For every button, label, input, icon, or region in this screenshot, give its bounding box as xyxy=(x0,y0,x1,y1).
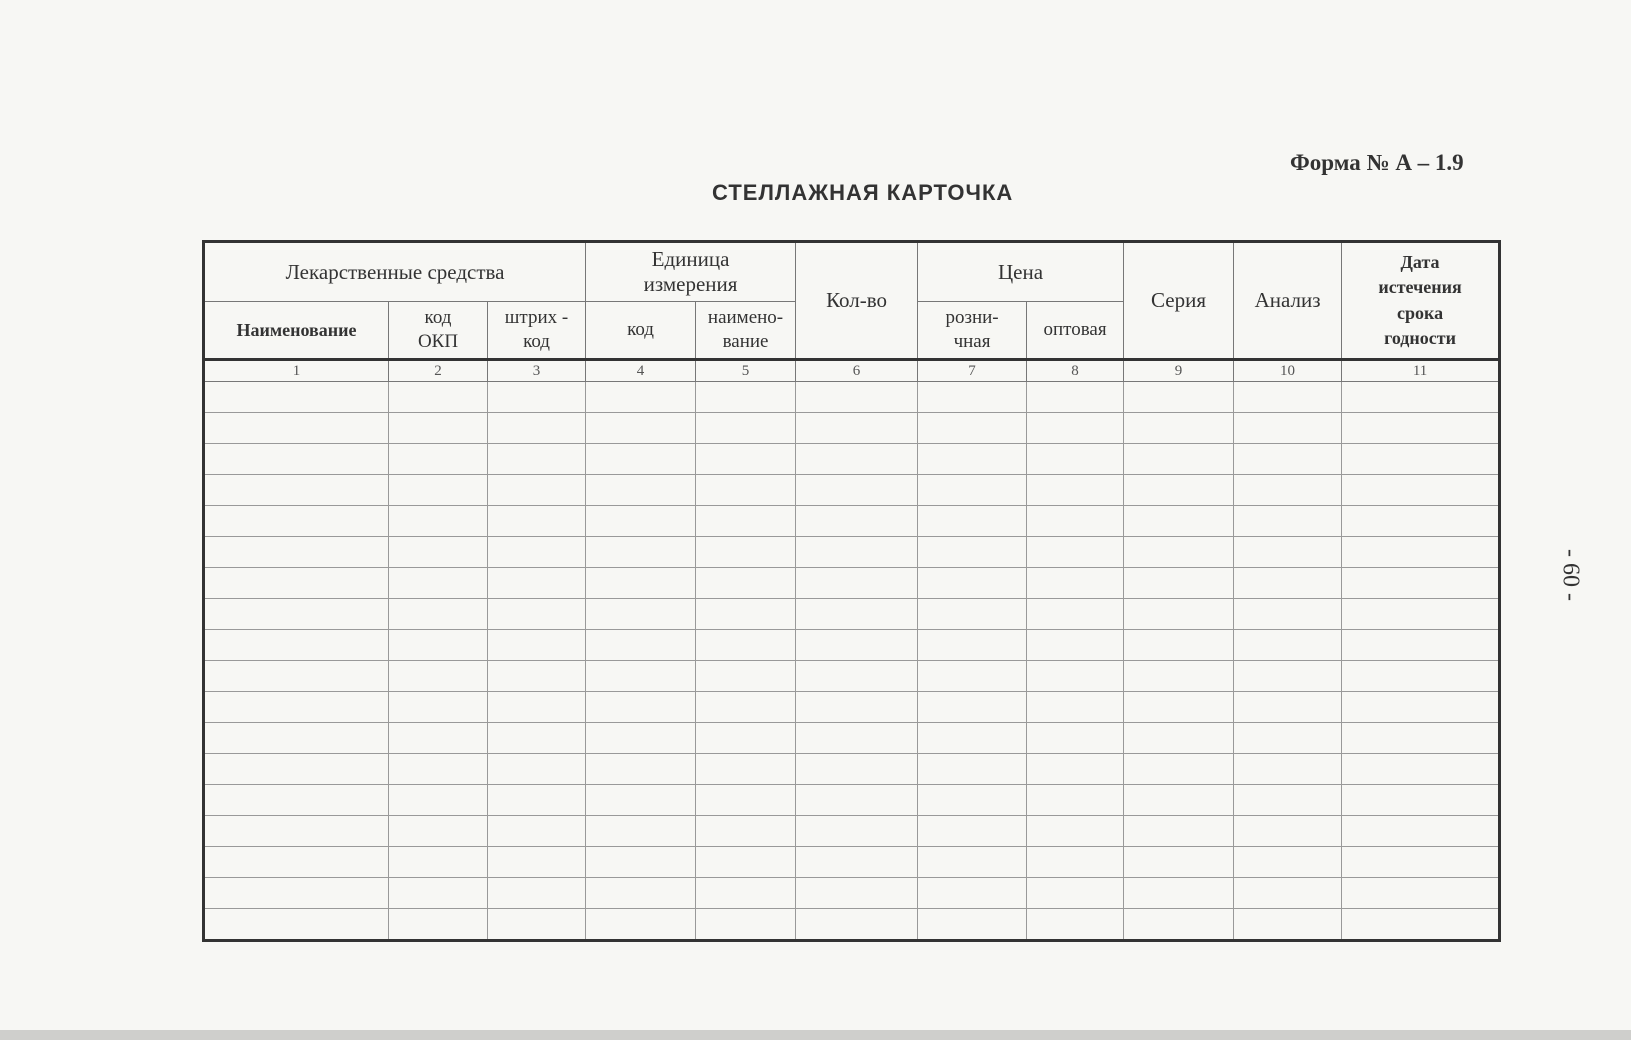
series-header: Серия xyxy=(1124,242,1234,360)
empty-cell xyxy=(1027,661,1124,692)
empty-cell xyxy=(389,754,488,785)
empty-cell xyxy=(204,847,389,878)
empty-cell xyxy=(586,599,696,630)
empty-cell xyxy=(204,723,389,754)
empty-cell xyxy=(389,661,488,692)
empty-cell xyxy=(488,692,586,723)
empty-entry-row xyxy=(204,630,1500,661)
empty-cell xyxy=(1234,599,1342,630)
empty-cell xyxy=(389,847,488,878)
empty-cell xyxy=(1027,847,1124,878)
empty-cell xyxy=(389,537,488,568)
empty-entry-row xyxy=(204,444,1500,475)
empty-cell xyxy=(488,475,586,506)
empty-cell xyxy=(389,816,488,847)
empty-cell xyxy=(488,661,586,692)
empty-cell xyxy=(796,568,918,599)
empty-cell xyxy=(1124,785,1234,816)
empty-cell xyxy=(204,599,389,630)
barcode-header: штрих - код xyxy=(488,302,586,360)
empty-cell xyxy=(389,506,488,537)
empty-entry-row xyxy=(204,816,1500,847)
empty-cell xyxy=(796,599,918,630)
empty-cell xyxy=(586,816,696,847)
empty-cell xyxy=(204,785,389,816)
empty-cell xyxy=(696,444,796,475)
empty-cell xyxy=(1027,506,1124,537)
empty-cell xyxy=(796,506,918,537)
empty-cell xyxy=(586,878,696,909)
empty-cell xyxy=(1027,723,1124,754)
empty-cell xyxy=(586,723,696,754)
empty-entry-row xyxy=(204,878,1500,909)
column-number: 8 xyxy=(1027,360,1124,382)
empty-cell xyxy=(586,537,696,568)
empty-cell xyxy=(796,661,918,692)
empty-cell xyxy=(1342,382,1500,413)
empty-cell xyxy=(1342,723,1500,754)
empty-cell xyxy=(1342,630,1500,661)
column-number: 10 xyxy=(1234,360,1342,382)
empty-cell xyxy=(1342,816,1500,847)
empty-cell xyxy=(1027,475,1124,506)
empty-cell xyxy=(488,909,586,941)
empty-cell xyxy=(389,692,488,723)
empty-cell xyxy=(586,444,696,475)
empty-cell xyxy=(1342,754,1500,785)
empty-cell xyxy=(1342,847,1500,878)
empty-cell xyxy=(918,382,1027,413)
empty-cell xyxy=(1124,413,1234,444)
empty-cell xyxy=(1027,630,1124,661)
empty-cell xyxy=(1342,444,1500,475)
column-number: 5 xyxy=(696,360,796,382)
empty-cell xyxy=(918,537,1027,568)
unit-group-header: Единица измерения xyxy=(586,242,796,302)
empty-cell xyxy=(918,568,1027,599)
empty-cell xyxy=(918,909,1027,941)
empty-cell xyxy=(488,537,586,568)
empty-cell xyxy=(586,413,696,444)
empty-cell xyxy=(1234,475,1342,506)
empty-cell xyxy=(1124,754,1234,785)
analysis-header: Анализ xyxy=(1234,242,1342,360)
empty-cell xyxy=(204,568,389,599)
empty-cell xyxy=(1124,506,1234,537)
empty-cell xyxy=(796,785,918,816)
empty-cell xyxy=(1124,382,1234,413)
empty-cell xyxy=(1234,878,1342,909)
empty-cell xyxy=(1124,692,1234,723)
empty-cell xyxy=(1027,785,1124,816)
empty-cell xyxy=(918,847,1027,878)
empty-cell xyxy=(1234,568,1342,599)
empty-cell xyxy=(796,723,918,754)
empty-cell xyxy=(488,444,586,475)
empty-cell xyxy=(1027,816,1124,847)
empty-cell xyxy=(389,909,488,941)
empty-entry-row xyxy=(204,599,1500,630)
empty-cell xyxy=(796,847,918,878)
empty-cell xyxy=(1234,785,1342,816)
empty-cell xyxy=(1124,630,1234,661)
empty-cell xyxy=(586,847,696,878)
empty-cell xyxy=(918,785,1027,816)
empty-cell xyxy=(696,506,796,537)
empty-cell xyxy=(1234,661,1342,692)
empty-cell xyxy=(488,599,586,630)
empty-cell xyxy=(1342,599,1500,630)
empty-cell xyxy=(488,568,586,599)
column-number: 2 xyxy=(389,360,488,382)
empty-cell xyxy=(1234,816,1342,847)
empty-entry-row xyxy=(204,723,1500,754)
empty-cell xyxy=(1124,723,1234,754)
empty-cell xyxy=(586,382,696,413)
expiry-date-header: Дата истечения срока годности xyxy=(1342,242,1500,360)
empty-cell xyxy=(1234,754,1342,785)
empty-cell xyxy=(918,723,1027,754)
empty-cell xyxy=(488,785,586,816)
empty-cell xyxy=(796,475,918,506)
empty-cell xyxy=(696,909,796,941)
empty-cell xyxy=(389,599,488,630)
empty-cell xyxy=(586,506,696,537)
empty-cell xyxy=(918,816,1027,847)
empty-cell xyxy=(1234,506,1342,537)
empty-cell xyxy=(696,537,796,568)
empty-cell xyxy=(586,692,696,723)
column-number: 3 xyxy=(488,360,586,382)
empty-entry-row xyxy=(204,909,1500,941)
empty-cell xyxy=(204,816,389,847)
empty-cell xyxy=(389,723,488,754)
empty-entry-row xyxy=(204,382,1500,413)
empty-cell xyxy=(696,661,796,692)
empty-cell xyxy=(488,878,586,909)
column-number: 4 xyxy=(586,360,696,382)
empty-cell xyxy=(1027,568,1124,599)
empty-cell xyxy=(586,909,696,941)
empty-cell xyxy=(488,847,586,878)
empty-cell xyxy=(1027,692,1124,723)
column-number: 7 xyxy=(918,360,1027,382)
empty-cell xyxy=(488,506,586,537)
empty-cell xyxy=(389,630,488,661)
empty-cell xyxy=(204,878,389,909)
column-number: 6 xyxy=(796,360,918,382)
empty-cell xyxy=(696,723,796,754)
empty-cell xyxy=(796,816,918,847)
empty-cell xyxy=(1124,444,1234,475)
empty-cell xyxy=(488,630,586,661)
empty-cell xyxy=(696,568,796,599)
empty-entry-row xyxy=(204,847,1500,878)
empty-cell xyxy=(389,382,488,413)
empty-cell xyxy=(586,568,696,599)
empty-entry-row xyxy=(204,692,1500,723)
empty-cell xyxy=(1234,692,1342,723)
empty-entry-row xyxy=(204,568,1500,599)
empty-cell xyxy=(204,475,389,506)
empty-cell xyxy=(918,661,1027,692)
page-bottom-edge xyxy=(0,1030,1631,1040)
empty-cell xyxy=(1124,661,1234,692)
empty-cell xyxy=(796,413,918,444)
empty-cell xyxy=(696,847,796,878)
empty-cell xyxy=(1342,413,1500,444)
empty-cell xyxy=(1234,382,1342,413)
empty-cell xyxy=(696,785,796,816)
empty-cell xyxy=(696,413,796,444)
empty-cell xyxy=(1124,537,1234,568)
empty-cell xyxy=(586,630,696,661)
empty-cell xyxy=(389,444,488,475)
empty-cell xyxy=(204,630,389,661)
empty-cell xyxy=(1342,878,1500,909)
empty-cell xyxy=(488,382,586,413)
okp-code-header: код ОКП xyxy=(389,302,488,360)
empty-cell xyxy=(204,382,389,413)
empty-cell xyxy=(1234,723,1342,754)
empty-cell xyxy=(1124,568,1234,599)
empty-cell xyxy=(1124,475,1234,506)
document-title: СТЕЛЛАЖНАЯ КАРТОЧКА xyxy=(712,180,1014,205)
empty-cell xyxy=(1124,878,1234,909)
column-number: 9 xyxy=(1124,360,1234,382)
empty-entry-row xyxy=(204,661,1500,692)
empty-cell xyxy=(389,785,488,816)
empty-entry-row xyxy=(204,785,1500,816)
empty-entry-row xyxy=(204,413,1500,444)
empty-cell xyxy=(918,630,1027,661)
empty-cell xyxy=(1342,909,1500,941)
empty-cell xyxy=(204,692,389,723)
empty-cell xyxy=(1027,754,1124,785)
column-number-row xyxy=(204,360,1500,382)
empty-cell xyxy=(918,599,1027,630)
empty-cell xyxy=(696,754,796,785)
empty-cell xyxy=(1027,537,1124,568)
empty-cell xyxy=(1124,909,1234,941)
empty-entry-row xyxy=(204,754,1500,785)
empty-cell xyxy=(796,909,918,941)
empty-cell xyxy=(488,816,586,847)
empty-cell xyxy=(1342,537,1500,568)
column-number: 11 xyxy=(1342,360,1500,382)
empty-cell xyxy=(696,692,796,723)
retail-price-header: розни- чная xyxy=(918,302,1027,360)
unit-name-header: наимено- вание xyxy=(696,302,796,360)
empty-cell xyxy=(1234,847,1342,878)
empty-cell xyxy=(696,382,796,413)
empty-cell xyxy=(488,723,586,754)
empty-cell xyxy=(488,413,586,444)
empty-cell xyxy=(1027,444,1124,475)
empty-cell xyxy=(204,413,389,444)
empty-cell xyxy=(918,506,1027,537)
form-number: Форма № А – 1.9 xyxy=(1290,150,1464,175)
empty-cell xyxy=(204,537,389,568)
empty-cell xyxy=(1027,382,1124,413)
empty-cell xyxy=(204,506,389,537)
empty-cell xyxy=(1342,475,1500,506)
empty-cell xyxy=(796,382,918,413)
empty-cell xyxy=(696,599,796,630)
empty-cell xyxy=(389,475,488,506)
empty-cell xyxy=(1234,444,1342,475)
unit-code-header: код xyxy=(586,302,696,360)
empty-cell xyxy=(1124,599,1234,630)
empty-cell xyxy=(204,661,389,692)
empty-cell xyxy=(796,444,918,475)
empty-cell xyxy=(1027,909,1124,941)
empty-cell xyxy=(796,537,918,568)
empty-cell xyxy=(586,475,696,506)
empty-cell xyxy=(1342,506,1500,537)
empty-cell xyxy=(918,444,1027,475)
empty-cell xyxy=(796,754,918,785)
empty-cell xyxy=(586,754,696,785)
empty-cell xyxy=(1342,661,1500,692)
empty-cell xyxy=(204,754,389,785)
empty-cell xyxy=(1027,413,1124,444)
empty-cell xyxy=(204,444,389,475)
empty-cell xyxy=(586,661,696,692)
shelf-card-table xyxy=(202,240,1501,942)
empty-cell xyxy=(1027,878,1124,909)
page-number: - 60 - xyxy=(1557,549,1584,601)
empty-cell xyxy=(389,878,488,909)
empty-cell xyxy=(389,568,488,599)
column-number: 1 xyxy=(204,360,389,382)
empty-cell xyxy=(696,878,796,909)
empty-cell xyxy=(1234,630,1342,661)
empty-cell xyxy=(918,475,1027,506)
empty-cell xyxy=(918,878,1027,909)
empty-cell xyxy=(1234,537,1342,568)
empty-cell xyxy=(918,754,1027,785)
empty-cell xyxy=(696,816,796,847)
empty-cell xyxy=(1234,413,1342,444)
empty-entry-row xyxy=(204,537,1500,568)
empty-cell xyxy=(796,630,918,661)
empty-cell xyxy=(1027,599,1124,630)
empty-cell xyxy=(204,909,389,941)
empty-cell xyxy=(586,785,696,816)
empty-entry-row xyxy=(204,475,1500,506)
empty-cell xyxy=(1342,785,1500,816)
quantity-header: Кол-во xyxy=(796,242,918,360)
empty-cell xyxy=(1342,692,1500,723)
empty-cell xyxy=(1124,816,1234,847)
empty-cell xyxy=(1234,909,1342,941)
medicines-group-header: Лекарственные средства xyxy=(204,242,586,302)
empty-cell xyxy=(696,630,796,661)
empty-cell xyxy=(918,692,1027,723)
empty-entry-row xyxy=(204,506,1500,537)
empty-cell xyxy=(796,692,918,723)
name-header: Наименование xyxy=(204,302,389,360)
price-group-header: Цена xyxy=(918,242,1124,302)
empty-cell xyxy=(796,878,918,909)
empty-cell xyxy=(1124,847,1234,878)
wholesale-price-header: оптовая xyxy=(1027,302,1124,360)
empty-cell xyxy=(696,475,796,506)
empty-cell xyxy=(488,754,586,785)
empty-cell xyxy=(389,413,488,444)
empty-cell xyxy=(1342,568,1500,599)
empty-cell xyxy=(918,413,1027,444)
